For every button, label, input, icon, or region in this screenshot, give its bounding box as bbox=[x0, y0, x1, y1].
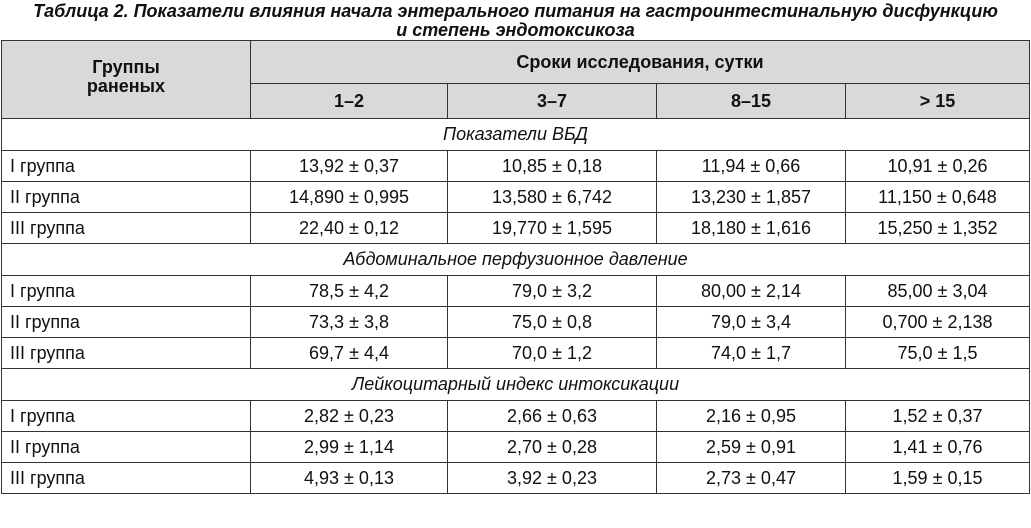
value-cell: 79,0 ± 3,2 bbox=[448, 276, 657, 307]
value-cell: 18,180 ± 1,616 bbox=[657, 213, 846, 244]
group-cell: III группа bbox=[2, 463, 251, 494]
value-cell: 74,0 ± 1,7 bbox=[657, 338, 846, 369]
value-cell: 11,94 ± 0,66 bbox=[657, 151, 846, 182]
value-cell: 85,00 ± 3,04 bbox=[846, 276, 1030, 307]
value-cell: 1,59 ± 0,15 bbox=[846, 463, 1030, 494]
groups-column-header bbox=[2, 41, 251, 119]
table-row bbox=[2, 338, 1030, 369]
value-cell: 2,82 ± 0,23 bbox=[251, 401, 448, 432]
value-cell: 69,7 ± 4,4 bbox=[251, 338, 448, 369]
value-cell: 15,250 ± 1,352 bbox=[846, 213, 1030, 244]
value-cell: 11,150 ± 0,648 bbox=[846, 182, 1030, 213]
caption-line-1: Таблица 2. Показатели влияния начала энтерального питания на гастроинтестинальную дисфункцию bbox=[33, 1, 998, 21]
table-row bbox=[2, 182, 1030, 213]
group-cell: II группа bbox=[2, 432, 251, 463]
value-cell: 78,5 ± 4,2 bbox=[251, 276, 448, 307]
value-cell: 2,70 ± 0,28 bbox=[448, 432, 657, 463]
group-cell: I группа bbox=[2, 151, 251, 182]
value-cell: 75,0 ± 0,8 bbox=[448, 307, 657, 338]
value-cell: 70,0 ± 1,2 bbox=[448, 338, 657, 369]
period-header: 8–15 bbox=[657, 84, 846, 119]
table-body bbox=[2, 119, 1030, 494]
table-caption bbox=[0, 0, 1031, 40]
value-cell: 73,3 ± 3,8 bbox=[251, 307, 448, 338]
table-row bbox=[2, 463, 1030, 494]
value-cell: 13,580 ± 6,742 bbox=[448, 182, 657, 213]
value-cell: 75,0 ± 1,5 bbox=[846, 338, 1030, 369]
groups-header-line-1: Группы bbox=[92, 56, 160, 77]
group-cell: III группа bbox=[2, 338, 251, 369]
table-row bbox=[2, 276, 1030, 307]
value-cell: 3,92 ± 0,23 bbox=[448, 463, 657, 494]
value-cell: 2,16 ± 0,95 bbox=[657, 401, 846, 432]
period-header: 1–2 bbox=[251, 84, 448, 119]
value-cell: 2,99 ± 1,14 bbox=[251, 432, 448, 463]
value-cell: 4,93 ± 0,13 bbox=[251, 463, 448, 494]
period-header: > 15 bbox=[846, 84, 1030, 119]
value-cell: 0,700 ± 2,138 bbox=[846, 307, 1030, 338]
section-title: Абдоминальное перфузионное давление bbox=[2, 244, 1030, 276]
value-cell: 13,230 ± 1,857 bbox=[657, 182, 846, 213]
table-row bbox=[2, 151, 1030, 182]
table-row bbox=[2, 401, 1030, 432]
period-title-header: Сроки исследования, сутки bbox=[251, 41, 1030, 84]
group-cell: I группа bbox=[2, 276, 251, 307]
table-row bbox=[2, 213, 1030, 244]
value-cell: 2,59 ± 0,91 bbox=[657, 432, 846, 463]
table-header bbox=[2, 41, 1030, 119]
value-cell: 2,66 ± 0,63 bbox=[448, 401, 657, 432]
group-cell: III группа bbox=[2, 213, 251, 244]
value-cell: 13,92 ± 0,37 bbox=[251, 151, 448, 182]
groups-header-line-2: раненых bbox=[86, 75, 166, 96]
value-cell: 22,40 ± 0,12 bbox=[251, 213, 448, 244]
value-cell: 10,85 ± 0,18 bbox=[448, 151, 657, 182]
value-cell: 19,770 ± 1,595 bbox=[448, 213, 657, 244]
caption-line-2: и степень эндотоксикоза bbox=[396, 20, 635, 40]
value-cell: 2,73 ± 0,47 bbox=[657, 463, 846, 494]
value-cell: 80,00 ± 2,14 bbox=[657, 276, 846, 307]
section-title: Лейкоцитарный индекс интоксикации bbox=[2, 369, 1030, 401]
value-cell: 14,890 ± 0,995 bbox=[251, 182, 448, 213]
group-cell: II группа bbox=[2, 182, 251, 213]
period-header: 3–7 bbox=[448, 84, 657, 119]
value-cell: 10,91 ± 0,26 bbox=[846, 151, 1030, 182]
table-row bbox=[2, 432, 1030, 463]
value-cell: 1,52 ± 0,37 bbox=[846, 401, 1030, 432]
value-cell: 79,0 ± 3,4 bbox=[657, 307, 846, 338]
value-cell: 1,41 ± 0,76 bbox=[846, 432, 1030, 463]
group-cell: I группа bbox=[2, 401, 251, 432]
section-title: Показатели ВБД bbox=[2, 119, 1030, 151]
data-table bbox=[1, 40, 1030, 494]
table-row bbox=[2, 307, 1030, 338]
group-cell: II группа bbox=[2, 307, 251, 338]
